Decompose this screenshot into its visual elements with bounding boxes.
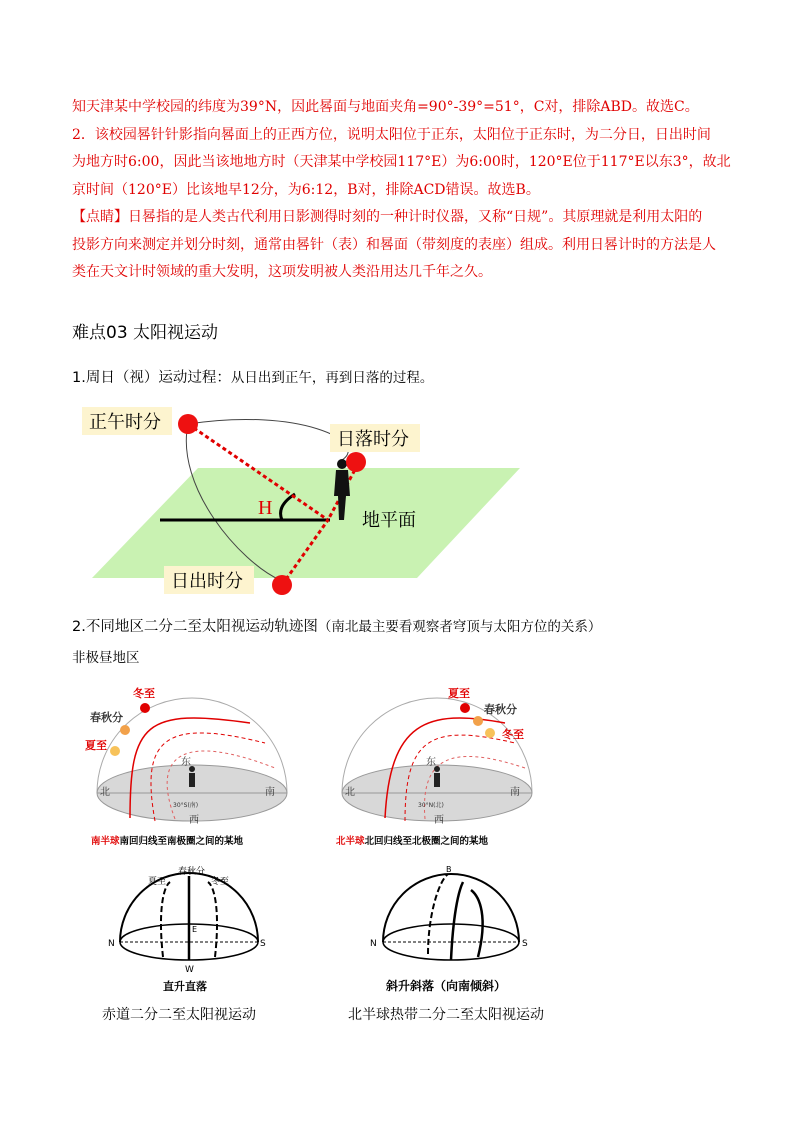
summer-label: 夏至	[148, 877, 167, 887]
latitude-label: 30°N(北)	[418, 802, 444, 809]
horizon-label: 地平面	[362, 510, 416, 531]
winter-sun-icon	[485, 728, 495, 738]
item-1	[72, 366, 433, 387]
explanation-line-4: 京时间（120°E）比该地早12分，为6:12，B对，排除ACD错误。故选B。	[72, 181, 540, 198]
winter-sun-icon	[140, 703, 150, 713]
summer-label: 夏至	[448, 687, 470, 700]
e-label: E	[192, 925, 198, 934]
equinox-sun-icon	[120, 725, 130, 735]
explanation-line-1: 知天津某中学校园的纬度为39°N，因此晷面与地面夹角=90°-39°=51°，C对，排除ABD。故选C。	[72, 99, 699, 115]
summer-sun-icon	[460, 703, 470, 713]
equinox-label: 春秋分	[90, 711, 123, 724]
winter-path	[471, 890, 483, 957]
figure-title: 直升直落	[163, 980, 207, 993]
item-2	[72, 615, 601, 636]
item-2-label: 2.不同地区二分二至太阳视运动轨迹图	[72, 619, 318, 635]
latitude-label: 30°S(南)	[173, 802, 199, 809]
tropic-sun-path-figure	[368, 862, 536, 997]
dome-outline	[383, 874, 519, 942]
summer-sun-icon	[110, 746, 120, 756]
summer-label: 夏至	[85, 739, 107, 752]
equinox-path	[451, 882, 463, 960]
explanation-line-3: 为地方时6:00，因此当该地地方时（天津某中学校园117°E）为6:00时，120°E位于117°E以东3°，故北	[72, 154, 731, 170]
winter-label: 冬至	[211, 877, 230, 887]
explanation-paragraph	[72, 94, 732, 287]
tip-line-1: 【点睛】日晷指的是人类古代利用日影测得时刻的一种计时仪器，又称“日规”。其原理就是利用太阳的	[72, 209, 703, 225]
b-label: B	[446, 865, 452, 874]
item-1-text: 从日出到正午，再到日落的过程。	[230, 370, 434, 386]
east-label: 东	[181, 757, 191, 768]
south-label: 南	[265, 787, 275, 798]
equinox-label: 春秋分	[178, 867, 206, 877]
n-label: N	[370, 939, 377, 949]
section-title: 难点03 太阳视运动	[72, 323, 219, 343]
south-label: 南	[510, 787, 520, 798]
observer-icon	[434, 766, 440, 787]
winter-label: 冬至	[133, 687, 155, 700]
observer-icon	[189, 766, 195, 787]
tip-tag: 【点睛】	[72, 209, 128, 225]
equator-sun-path-figure	[108, 862, 270, 997]
explanation-line-2: 2．该校园晷针针影指向晷面上的正西方位，说明太阳位于正东，太阳位于正东时，为二分日，日出时间	[72, 126, 711, 143]
dome-northern-hemisphere	[330, 683, 540, 853]
noon-label: 正午时分	[89, 412, 161, 433]
horizon-plane	[92, 468, 520, 578]
n-label: N	[108, 939, 115, 949]
daily-motion-diagram	[80, 402, 530, 604]
angle-label: H	[258, 497, 273, 519]
tip-line-2: 投影方向来测定并划分时刻，通常由晷针（表）和晷面（带刻度的表座）组成。利用日晷计时的方法是人	[72, 236, 716, 253]
sunset-label: 日落时分	[337, 429, 409, 450]
caption: 北半球北回归线至北极圈之间的某地	[336, 836, 489, 847]
figure-title: 斜升斜落（向南倾斜）	[386, 979, 507, 993]
sunset-sun	[346, 452, 366, 472]
winter-path	[208, 882, 217, 957]
caption: 南半球南回归线至南极圈之间的某地	[91, 836, 244, 847]
w-label: W	[185, 965, 194, 975]
equator-caption: 赤道二分二至太阳视运动	[102, 1007, 256, 1023]
north-label: 北	[345, 787, 355, 798]
noon-sun	[178, 414, 198, 434]
sunrise-sun	[272, 575, 292, 595]
west-label: 西	[434, 815, 444, 826]
east-label: 东	[426, 757, 436, 768]
north-label: 北	[100, 787, 110, 798]
equinox-label: 春秋分	[484, 703, 517, 716]
tip-line-3: 类在天文计时领域的重大发明，这项发明被人类沿用达几千年之久。	[72, 264, 492, 280]
winter-label: 冬至	[502, 728, 524, 741]
s-label: S	[260, 939, 266, 949]
s-label: S	[522, 939, 528, 949]
summer-path	[161, 882, 170, 957]
tropic-caption: 北半球热带二分二至太阳视运动	[348, 1007, 544, 1023]
nonpolar-label: 非极昼地区	[72, 650, 140, 666]
item-2-note: （南北最主要看观察者穹顶与太阳方位的关系）	[317, 619, 602, 635]
item-1-label: 1.周日（视）运动过程：	[72, 370, 231, 386]
west-label: 西	[189, 815, 199, 826]
sunrise-label: 日出时分	[171, 571, 243, 592]
equinox-sun-icon	[473, 716, 483, 726]
dome-southern-hemisphere	[85, 683, 295, 853]
